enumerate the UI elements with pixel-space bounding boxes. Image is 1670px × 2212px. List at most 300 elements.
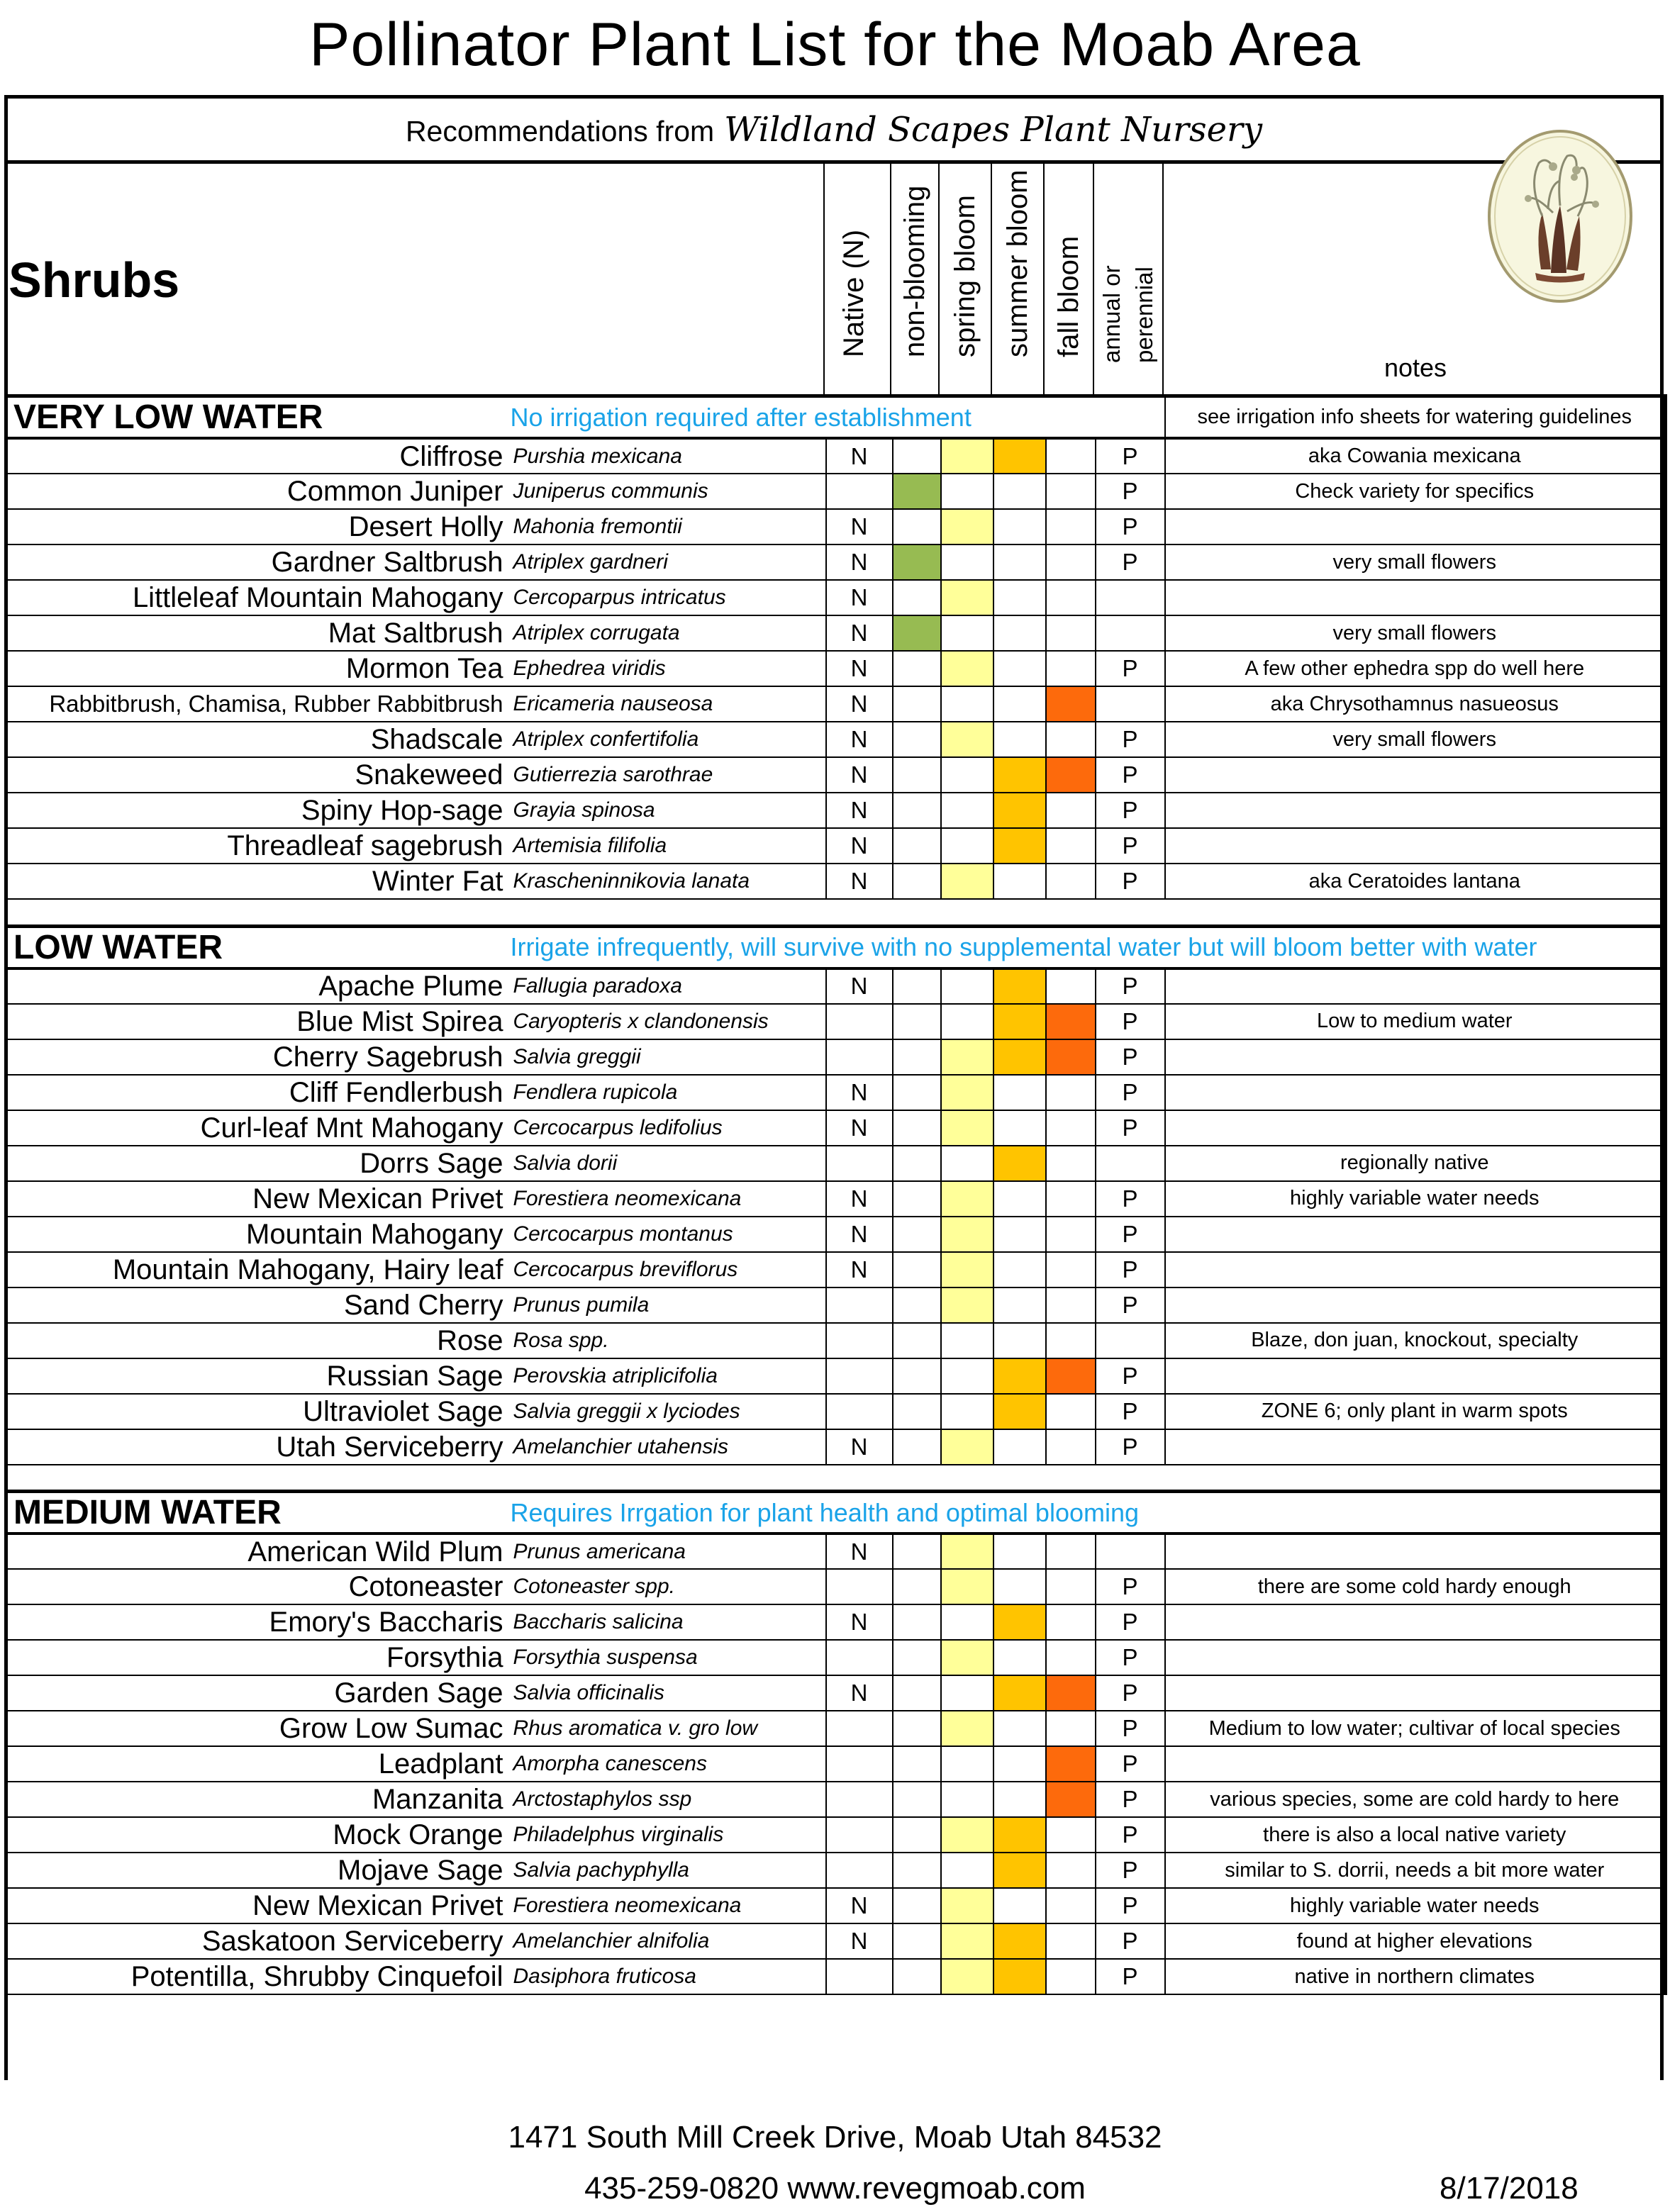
annual-perennial-cell: P [1096, 1075, 1165, 1110]
bloom-nonblooming-cell [893, 1675, 941, 1711]
bloom-nonblooming-cell [893, 1711, 941, 1746]
bloom-nonblooming-cell [893, 1604, 941, 1640]
bloom-fall-cell [1046, 1746, 1096, 1782]
native-cell: N [826, 1429, 893, 1465]
scientific-name: Arctostaphylos ssp [511, 1782, 826, 1817]
scientific-name: Dasiphora fruticosa [511, 1959, 826, 1994]
bloom-fall-cell [1046, 509, 1096, 544]
bloom-fall-cell [1046, 1181, 1096, 1217]
bloom-nonblooming-cell [893, 1534, 941, 1569]
scientific-name: Mahonia fremontii [511, 509, 826, 544]
scientific-name: Cercoparpus intricatus [511, 580, 826, 615]
plant-row [6, 509, 1666, 544]
common-name: Rabbitbrush, Chamisa, Rubber Rabbitbrush [6, 686, 511, 722]
bloom-fall-cell [1046, 438, 1096, 474]
annual-perennial-cell: P [1096, 509, 1165, 544]
annual-perennial-cell: P [1096, 544, 1165, 580]
plant-row [6, 1039, 1666, 1075]
bloom-nonblooming-cell [893, 793, 941, 828]
bloom-fall-cell [1046, 544, 1096, 580]
scientific-name: Forsythia suspensa [511, 1640, 826, 1675]
bloom-nonblooming-cell [893, 1217, 941, 1252]
bloom-nonblooming-cell [893, 615, 941, 651]
bloom-nonblooming-cell [893, 1323, 941, 1358]
bloom-spring-cell [941, 1110, 993, 1146]
bloom-spring-cell [941, 1287, 993, 1323]
scientific-name: Salvia greggii [511, 1039, 826, 1075]
native-cell [826, 1004, 893, 1039]
bloom-nonblooming-cell [893, 1039, 941, 1075]
col-nonblooming-header: non-blooming [899, 185, 930, 357]
bloom-spring-cell [941, 1039, 993, 1075]
common-name: Mojave Sage [6, 1853, 511, 1888]
bloom-fall-cell [1046, 1923, 1096, 1959]
common-name: Mock Orange [6, 1817, 511, 1853]
scientific-name: Cercocarpus ledifolius [511, 1110, 826, 1146]
notes-cell [1165, 1604, 1666, 1640]
common-name: Mountain Mahogany, Hairy leaf [6, 1252, 511, 1287]
spacer-cell [6, 899, 1666, 926]
common-name: Emory's Baccharis [6, 1604, 511, 1640]
native-cell: N [826, 828, 893, 864]
annual-perennial-cell: P [1096, 1217, 1165, 1252]
native-cell [826, 1746, 893, 1782]
native-cell: N [826, 968, 893, 1004]
annual-perennial-cell: P [1096, 1782, 1165, 1817]
bloom-nonblooming-cell [893, 1923, 941, 1959]
annual-perennial-cell [1096, 1534, 1165, 1569]
plant-row [6, 1110, 1666, 1146]
plant-row [6, 828, 1666, 864]
scientific-name: Ericameria nauseosa [511, 686, 826, 722]
bloom-fall-cell [1046, 1110, 1096, 1146]
bloom-nonblooming-cell [893, 1959, 941, 1994]
scientific-name: Caryopteris x clandonensis [511, 1004, 826, 1039]
nursery-logo-image [1486, 128, 1635, 305]
footer-contact: 435-259-0820 www.revegmoab.com [584, 2171, 1086, 2206]
native-cell [826, 1817, 893, 1853]
bloom-fall-cell [1046, 968, 1096, 1004]
annual-perennial-cell: P [1096, 1429, 1165, 1465]
bloom-spring-cell [941, 1217, 993, 1252]
annual-perennial-cell: P [1096, 1888, 1165, 1923]
plant-row [6, 651, 1666, 686]
bloom-nonblooming-cell [893, 1075, 941, 1110]
notes-cell [1165, 1075, 1666, 1110]
bloom-summer-cell [993, 757, 1046, 793]
subtitle-row [4, 99, 1664, 164]
plant-row [6, 1923, 1666, 1959]
section-description: Requires Irrgation for plant health and optimal blooming [511, 1492, 1666, 1534]
section-description: Irrigate infrequently, will survive with no supplemental water but will bloom better with water [511, 926, 1666, 968]
section-name: MEDIUM WATER [6, 1492, 511, 1534]
bloom-fall-cell [1046, 1604, 1096, 1640]
bloom-summer-cell [993, 1746, 1046, 1782]
bloom-nonblooming-cell [893, 580, 941, 615]
annual-perennial-cell: P [1096, 722, 1165, 757]
bloom-summer-cell [993, 1959, 1046, 1994]
native-cell: N [826, 438, 893, 474]
footer-address: 1471 South Mill Creek Drive, Moab Utah 84532 [508, 2120, 1162, 2155]
common-name: Shadscale [6, 722, 511, 757]
plant-row [6, 686, 1666, 722]
bloom-spring-cell [941, 438, 993, 474]
bloom-nonblooming-cell [893, 864, 941, 899]
bloom-summer-cell [993, 1675, 1046, 1711]
plant-row [6, 1746, 1666, 1782]
native-cell: N [826, 615, 893, 651]
native-cell: N [826, 1252, 893, 1287]
spacer-cell [6, 1465, 1666, 1492]
bloom-fall-cell [1046, 1675, 1096, 1711]
page-title: Pollinator Plant List for the Moab Area [309, 11, 1361, 79]
bloom-summer-cell [993, 1429, 1046, 1465]
bloom-spring-cell [941, 968, 993, 1004]
notes-cell [1165, 1746, 1666, 1782]
annual-perennial-cell: P [1096, 1110, 1165, 1146]
scientific-name: Forestiera neomexicana [511, 1888, 826, 1923]
notes-cell [1165, 1358, 1666, 1394]
bloom-fall-cell [1046, 615, 1096, 651]
annual-perennial-cell: P [1096, 1640, 1165, 1675]
bloom-fall-cell [1046, 1853, 1096, 1888]
common-name: Dorrs Sage [6, 1146, 511, 1181]
plant-row [6, 544, 1666, 580]
bloom-nonblooming-cell [893, 1640, 941, 1675]
native-cell: N [826, 580, 893, 615]
bloom-summer-cell [993, 1146, 1046, 1181]
section-spacer [6, 1465, 1666, 1492]
scientific-name: Grayia spinosa [511, 793, 826, 828]
bloom-summer-cell [993, 580, 1046, 615]
native-cell: N [826, 544, 893, 580]
bloom-fall-cell [1046, 1711, 1096, 1746]
scientific-name: Salvia officinalis [511, 1675, 826, 1711]
plant-row [6, 1004, 1666, 1039]
native-cell [826, 1323, 893, 1358]
scientific-name: Prunus pumila [511, 1287, 826, 1323]
annual-perennial-cell: P [1096, 1853, 1165, 1888]
plant-row [6, 1604, 1666, 1640]
plant-row [6, 1569, 1666, 1604]
notes-cell [1165, 1110, 1666, 1146]
section-note: see irrigation info sheets for watering guidelines [1165, 396, 1666, 439]
bloom-spring-cell [941, 1817, 993, 1853]
notes-cell: highly variable water needs [1165, 1888, 1666, 1923]
annual-perennial-cell [1096, 580, 1165, 615]
bloom-summer-cell [993, 1358, 1046, 1394]
bloom-summer-cell [993, 1569, 1046, 1604]
annual-perennial-cell: P [1096, 1394, 1165, 1429]
plant-row [6, 1534, 1666, 1569]
bloom-nonblooming-cell [893, 1888, 941, 1923]
bloom-fall-cell [1046, 1217, 1096, 1252]
notes-cell: various species, some are cold hardy to here [1165, 1782, 1666, 1817]
plant-row [6, 1358, 1666, 1394]
subtitle-prefix: Recommendations from [405, 115, 715, 147]
scientific-name: Salvia greggii x lyciodes [511, 1394, 826, 1429]
bloom-nonblooming-cell [893, 1817, 941, 1853]
nursery-name: Wildland Scapes Plant Nursery [724, 110, 1263, 150]
common-name: Cherry Sagebrush [6, 1039, 511, 1075]
section-name: LOW WATER [6, 926, 511, 968]
bloom-nonblooming-cell [893, 722, 941, 757]
notes-cell: aka Chrysothamnus nasueosus [1165, 686, 1666, 722]
bloom-fall-cell [1046, 651, 1096, 686]
bloom-nonblooming-cell [893, 757, 941, 793]
native-cell: N [826, 651, 893, 686]
bloom-nonblooming-cell [893, 1569, 941, 1604]
annual-perennial-cell: P [1096, 1711, 1165, 1746]
annual-perennial-cell: P [1096, 757, 1165, 793]
bloom-nonblooming-cell [893, 1146, 941, 1181]
bloom-fall-cell [1046, 1252, 1096, 1287]
common-name: American Wild Plum [6, 1534, 511, 1569]
bloom-nonblooming-cell [893, 686, 941, 722]
notes-cell: very small flowers [1165, 722, 1666, 757]
common-name: New Mexican Privet [6, 1181, 511, 1217]
plant-row [6, 968, 1666, 1004]
bloom-summer-cell [993, 1394, 1046, 1429]
bloom-spring-cell [941, 1075, 993, 1110]
scientific-name: Cercocarpus breviflorus [511, 1252, 826, 1287]
notes-cell [1165, 1039, 1666, 1075]
bloom-summer-cell [993, 1923, 1046, 1959]
scientific-name: Atriplex confertifolia [511, 722, 826, 757]
bloom-fall-cell [1046, 1569, 1096, 1604]
plant-row [6, 1782, 1666, 1817]
plant-row [6, 1675, 1666, 1711]
bloom-nonblooming-cell [893, 1394, 941, 1429]
plant-row [6, 1181, 1666, 1217]
native-cell [826, 1959, 893, 1994]
bloom-nonblooming-cell [893, 1746, 941, 1782]
bloom-nonblooming-cell [893, 1181, 941, 1217]
notes-cell: similar to S. dorrii, needs a bit more water [1165, 1853, 1666, 1888]
bloom-nonblooming-cell [893, 509, 941, 544]
native-cell [826, 1287, 893, 1323]
notes-cell: native in northern climates [1165, 1959, 1666, 1994]
scientific-name: Atriplex gardneri [511, 544, 826, 580]
bloom-summer-cell [993, 1853, 1046, 1888]
bloom-nonblooming-cell [893, 1004, 941, 1039]
bloom-summer-cell [993, 544, 1046, 580]
bloom-summer-cell [993, 1287, 1046, 1323]
plant-row [6, 1959, 1666, 1994]
common-name: Manzanita [6, 1782, 511, 1817]
scientific-name: Salvia pachyphylla [511, 1853, 826, 1888]
scientific-name: Forestiera neomexicana [511, 1181, 826, 1217]
bloom-nonblooming-cell [893, 544, 941, 580]
scientific-name: Cotoneaster spp. [511, 1569, 826, 1604]
common-name: Forsythia [6, 1640, 511, 1675]
scientific-name: Artemisia filifolia [511, 828, 826, 864]
notes-cell [1165, 509, 1666, 544]
common-name: Curl-leaf Mnt Mahogany [6, 1110, 511, 1146]
bloom-nonblooming-cell [893, 1429, 941, 1465]
plant-row [6, 580, 1666, 615]
bloom-spring-cell [941, 1252, 993, 1287]
native-cell: N [826, 509, 893, 544]
notes-cell: very small flowers [1165, 615, 1666, 651]
notes-cell: A few other ephedra spp do well here [1165, 651, 1666, 686]
bloom-fall-cell [1046, 757, 1096, 793]
bloom-spring-cell [941, 544, 993, 580]
notes-cell [1165, 1640, 1666, 1675]
bloom-spring-cell [941, 1782, 993, 1817]
common-name: Mountain Mahogany [6, 1217, 511, 1252]
annual-perennial-cell: P [1096, 438, 1165, 474]
bloom-spring-cell [941, 757, 993, 793]
common-name: Desert Holly [6, 509, 511, 544]
plant-row [6, 474, 1666, 509]
scientific-name: Philadelphus virginalis [511, 1817, 826, 1853]
notes-cell [1165, 1675, 1666, 1711]
native-cell [826, 474, 893, 509]
native-cell: N [826, 722, 893, 757]
bloom-spring-cell [941, 1853, 993, 1888]
annual-perennial-cell: P [1096, 474, 1165, 509]
scientific-name: Rosa spp. [511, 1323, 826, 1358]
notes-cell [1165, 968, 1666, 1004]
common-name: Apache Plume [6, 968, 511, 1004]
plant-row [6, 1394, 1666, 1429]
annual-perennial-cell: P [1096, 864, 1165, 899]
bloom-spring-cell [941, 864, 993, 899]
common-name: Littleleaf Mountain Mahogany [6, 580, 511, 615]
annual-perennial-cell: P [1096, 651, 1165, 686]
notes-cell [1165, 1429, 1666, 1465]
bloom-summer-cell [993, 1075, 1046, 1110]
common-name: Saskatoon Serviceberry [6, 1923, 511, 1959]
bloom-spring-cell [941, 474, 993, 509]
common-name: Cliff Fendlerbush [6, 1075, 511, 1110]
scientific-name: Perovskia atriplicifolia [511, 1358, 826, 1394]
bloom-spring-cell [941, 580, 993, 615]
bloom-summer-cell [993, 864, 1046, 899]
bloom-summer-cell [993, 438, 1046, 474]
notes-cell [1165, 1534, 1666, 1569]
common-name: Ultraviolet Sage [6, 1394, 511, 1429]
plant-table [4, 394, 1667, 1995]
annual-perennial-cell: P [1096, 1039, 1165, 1075]
notes-cell: Blaze, don juan, knockout, specialty [1165, 1323, 1666, 1358]
bloom-spring-cell [941, 651, 993, 686]
notes-cell [1165, 1287, 1666, 1323]
annual-perennial-cell: P [1096, 1746, 1165, 1782]
bloom-summer-cell [993, 686, 1046, 722]
bloom-summer-cell [993, 1252, 1046, 1287]
common-name: Mat Saltbrush [6, 615, 511, 651]
native-cell [826, 1358, 893, 1394]
bloom-summer-cell [993, 509, 1046, 544]
annual-perennial-cell: P [1096, 1604, 1165, 1640]
bloom-spring-cell [941, 1888, 993, 1923]
bloom-fall-cell [1046, 1287, 1096, 1323]
bloom-fall-cell [1046, 1039, 1096, 1075]
category-heading: Shrubs [9, 252, 180, 308]
bloom-spring-cell [941, 828, 993, 864]
common-name: Threadleaf sagebrush [6, 828, 511, 864]
col-summer-header: summer bloom [1002, 169, 1033, 357]
annual-perennial-cell: P [1096, 1817, 1165, 1853]
annual-perennial-cell: P [1096, 828, 1165, 864]
bloom-summer-cell [993, 1534, 1046, 1569]
native-cell: N [826, 1923, 893, 1959]
common-name: Cliffrose [6, 438, 511, 474]
bloom-nonblooming-cell [893, 968, 941, 1004]
annual-perennial-cell: P [1096, 1675, 1165, 1711]
annual-perennial-cell: P [1096, 1181, 1165, 1217]
bloom-spring-cell [941, 1323, 993, 1358]
plant-row [6, 1252, 1666, 1287]
col-notes-header: notes [1384, 353, 1447, 382]
native-cell: N [826, 1675, 893, 1711]
common-name: Grow Low Sumac [6, 1711, 511, 1746]
scientific-name: Atriplex corrugata [511, 615, 826, 651]
scientific-name: Krascheninnikovia lanata [511, 864, 826, 899]
bloom-nonblooming-cell [893, 1358, 941, 1394]
plant-row [6, 1888, 1666, 1923]
bloom-summer-cell [993, 651, 1046, 686]
notes-cell: highly variable water needs [1165, 1181, 1666, 1217]
col-fall-header: fall bloom [1053, 235, 1084, 357]
plant-row [6, 438, 1666, 474]
section-description: No irrigation required after establishment [511, 396, 1165, 439]
col-native-header: Native (N) [838, 229, 869, 357]
notes-cell: very small flowers [1165, 544, 1666, 580]
common-name: Common Juniper [6, 474, 511, 509]
bloom-nonblooming-cell [893, 438, 941, 474]
scientific-name: Juniperus communis [511, 474, 826, 509]
bloom-fall-cell [1046, 1075, 1096, 1110]
notes-cell [1165, 793, 1666, 828]
bloom-fall-cell [1046, 793, 1096, 828]
plant-table-body [6, 396, 1666, 1995]
bloom-summer-cell [993, 474, 1046, 509]
common-name: Spiny Hop-sage [6, 793, 511, 828]
native-cell [826, 1711, 893, 1746]
scientific-name: Fallugia paradoxa [511, 968, 826, 1004]
col-spring-header: spring bloom [950, 194, 981, 357]
bloom-summer-cell [993, 1181, 1046, 1217]
bloom-summer-cell [993, 828, 1046, 864]
bloom-fall-cell [1046, 1534, 1096, 1569]
header-row [4, 164, 1664, 394]
bloom-nonblooming-cell [893, 1252, 941, 1287]
notes-cell: there is also a local native variety [1165, 1817, 1666, 1853]
annual-perennial-cell: P [1096, 1923, 1165, 1959]
bloom-fall-cell [1046, 1429, 1096, 1465]
native-cell: N [826, 1217, 893, 1252]
bloom-summer-cell [993, 615, 1046, 651]
scientific-name: Gutierrezia sarothrae [511, 757, 826, 793]
bloom-summer-cell [993, 968, 1046, 1004]
scientific-name: Amelanchier alnifolia [511, 1923, 826, 1959]
plant-row [6, 864, 1666, 899]
bloom-summer-cell [993, 722, 1046, 757]
bloom-spring-cell [941, 1675, 993, 1711]
bloom-summer-cell [993, 1110, 1046, 1146]
bloom-nonblooming-cell [893, 1110, 941, 1146]
bloom-summer-cell [993, 1817, 1046, 1853]
bloom-summer-cell [993, 1888, 1046, 1923]
native-cell [826, 1394, 893, 1429]
bloom-summer-cell [993, 1217, 1046, 1252]
scientific-name: Ephedrea viridis [511, 651, 826, 686]
notes-cell [1165, 580, 1666, 615]
common-name: New Mexican Privet [6, 1888, 511, 1923]
